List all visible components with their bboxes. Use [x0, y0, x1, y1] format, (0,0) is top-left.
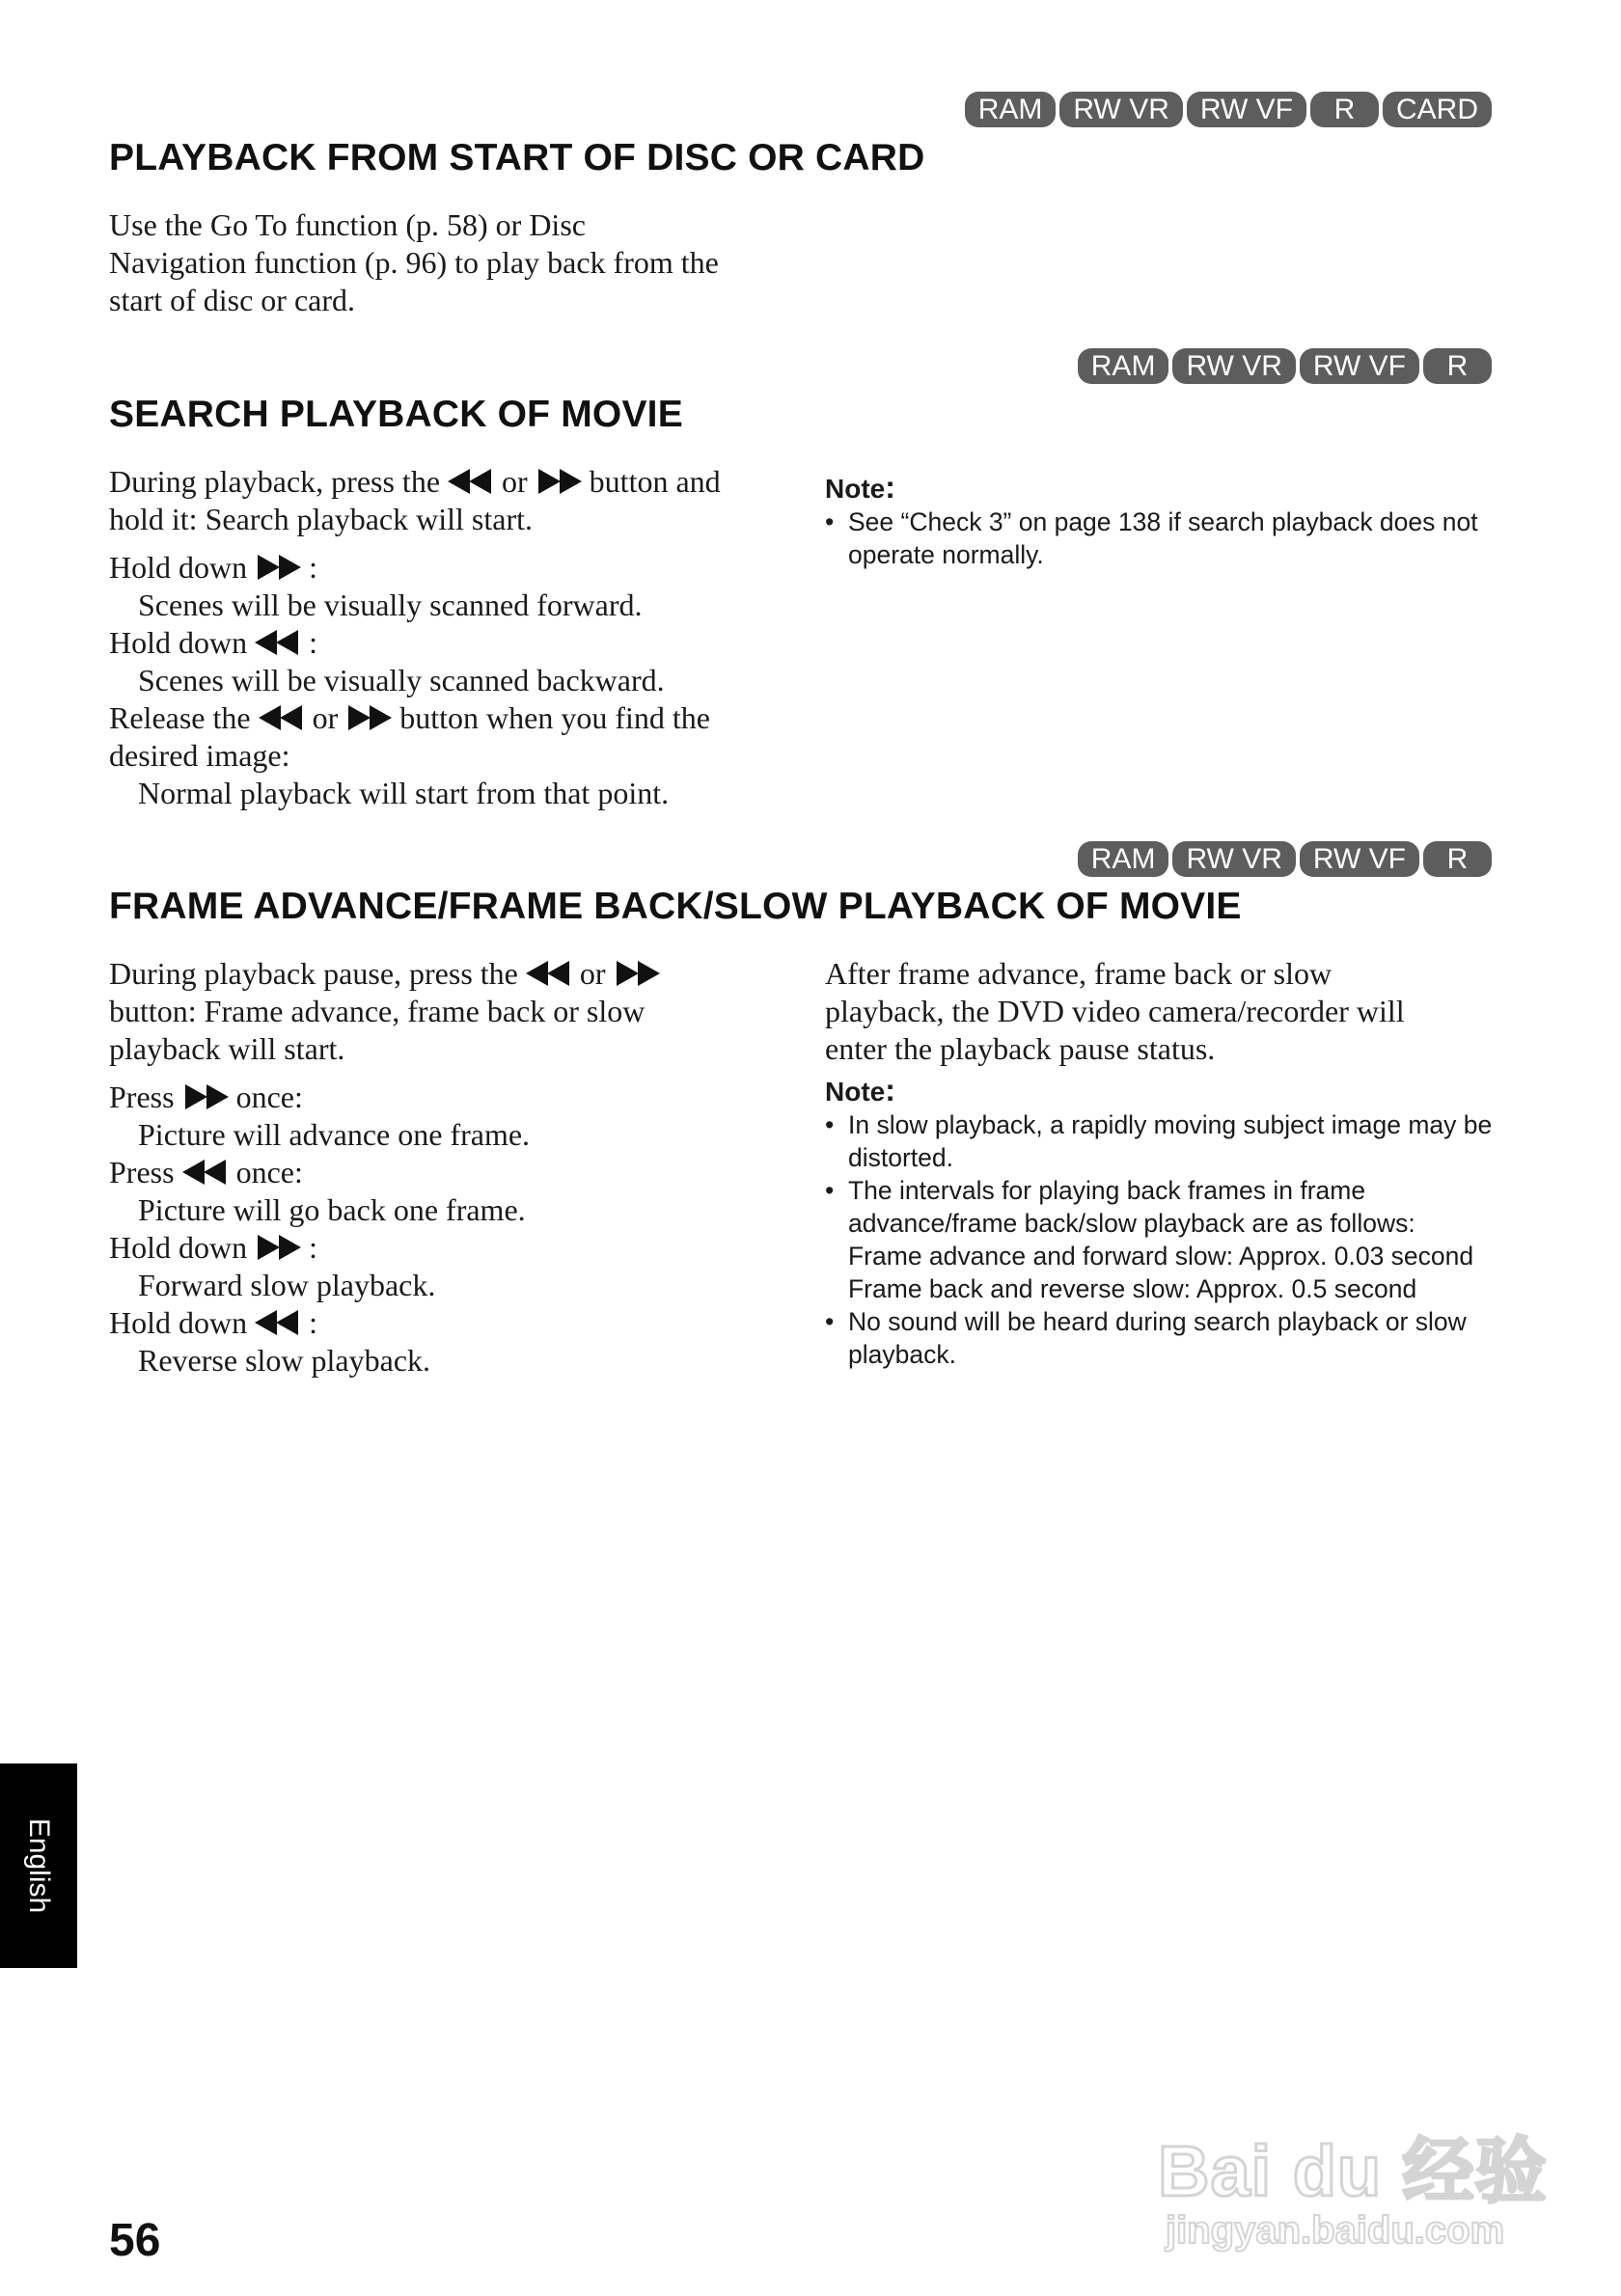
body-paragraph	[109, 955, 784, 1068]
badge-rw-vf: RW VF	[1300, 841, 1419, 877]
section-title: PLAYBACK FROM START OF DISC OR CARD	[109, 137, 925, 178]
text: Press	[109, 1080, 175, 1114]
body-line: Scenes will be visually scanned backward.	[138, 663, 665, 697]
text: playback will start.	[109, 1031, 345, 1066]
text: No sound will be heard during search playback or slow playback.	[848, 1307, 1467, 1369]
list-item: • In slow playback, a rapidly moving subject image may be distorted.	[825, 1110, 1493, 1172]
text: Hold down	[109, 1305, 248, 1340]
body-line: enter the playback pause status.	[825, 1031, 1216, 1066]
rewind-icon	[255, 1310, 301, 1335]
section-title: SEARCH PLAYBACK OF MOVIE	[109, 394, 683, 435]
hold-rew-line	[109, 624, 784, 662]
text: Hold down	[109, 550, 248, 585]
body-line: playback, the DVD video camera/recorder will	[825, 994, 1405, 1028]
text: or	[579, 956, 606, 991]
hold-ff-line	[109, 1229, 784, 1267]
body-line: Picture will go back one frame.	[138, 1192, 526, 1227]
language-tab	[0, 1763, 77, 1968]
badge-rw-vr: RW VR	[1172, 841, 1295, 877]
text: button: Frame advance, frame back or slow	[109, 994, 646, 1028]
list-item: • No sound will be heard during search playback or slow playback.	[825, 1307, 1467, 1369]
body-line: start of disc or card.	[109, 283, 356, 317]
media-badges	[965, 92, 1492, 127]
fast-forward-icon	[614, 961, 660, 986]
list-item: • See “Check 3” on page 138 if search playback does not operate normally.	[825, 507, 1478, 569]
body-line: Scenes will be visually scanned forward.	[138, 588, 643, 622]
section-title: FRAME ADVANCE/FRAME BACK/SLOW PLAYBACK OF MOVIE	[109, 886, 1242, 927]
text: Note	[825, 1077, 886, 1107]
body-line: Picture will advance one frame.	[138, 1117, 531, 1152]
media-badges	[1078, 348, 1492, 384]
badge-rw-vf: RW VF	[1187, 92, 1306, 127]
badge-ram: RAM	[1078, 348, 1169, 384]
hold-rew-line	[109, 1304, 784, 1342]
badge-ram: RAM	[965, 92, 1057, 127]
text: See “Check 3” on page 138 if search playback does not operate normally.	[848, 507, 1478, 569]
fast-forward-icon	[255, 1235, 301, 1260]
text: :	[885, 470, 895, 505]
release-line	[109, 699, 784, 775]
text: :	[309, 550, 317, 585]
text: :	[885, 1073, 895, 1107]
text: or	[312, 700, 339, 735]
text: In slow playback, a rapidly moving subject image may be distorted.	[848, 1110, 1493, 1172]
rewind-icon	[259, 705, 305, 730]
media-badges	[1078, 841, 1492, 877]
press-ff-line	[109, 1079, 784, 1116]
note-heading	[825, 471, 1500, 506]
badge-ram: RAM	[1078, 841, 1169, 877]
badge-rw-vr: RW VR	[1172, 348, 1295, 384]
rewind-icon	[448, 469, 494, 494]
press-rew-line	[109, 1154, 784, 1191]
text: once:	[235, 1155, 303, 1189]
note-list	[825, 506, 1500, 571]
text: Press	[109, 1155, 175, 1189]
body-paragraph	[109, 463, 784, 538]
text: During playback pause, press the	[109, 956, 518, 991]
hold-ff-line	[109, 549, 784, 587]
body-line: Reverse slow playback.	[138, 1343, 431, 1378]
fast-forward-icon	[255, 555, 301, 580]
watermark-url: jingyan.baidu.com	[1166, 2209, 1505, 2252]
text: Frame back and reverse slow: Approx. 0.5 second	[848, 1274, 1417, 1303]
badge-rw-vr: RW VR	[1059, 92, 1182, 127]
right-column	[825, 955, 1500, 1371]
rewind-icon	[526, 961, 572, 986]
language-tab-label: English	[23, 1818, 55, 1914]
page-number: 56	[109, 2215, 161, 2266]
text: Hold down	[109, 625, 248, 660]
watermark	[1158, 2074, 1563, 2267]
watermark-logo: Bai du 经验	[1158, 2131, 1548, 2211]
text: During playback, press the	[109, 464, 441, 499]
note-heading	[825, 1074, 1500, 1108]
badge-r: R	[1423, 841, 1492, 877]
body-line: Forward slow playback.	[138, 1268, 436, 1302]
text: Frame advance and forward slow: Approx. 0.03 second	[848, 1242, 1474, 1271]
badge-r: R	[1310, 92, 1379, 127]
text: once:	[235, 1080, 303, 1114]
note-list	[825, 1108, 1500, 1371]
rewind-icon	[182, 1160, 229, 1185]
text: :	[309, 625, 317, 660]
text: Note	[825, 474, 886, 504]
text: The intervals for playing back frames in frame advance/frame back/slow playback are as follows:	[848, 1176, 1415, 1238]
text: button when you find the	[399, 700, 710, 735]
text: Release the	[109, 700, 251, 735]
section-body	[109, 463, 784, 812]
fast-forward-icon	[345, 705, 392, 730]
text: :	[309, 1305, 317, 1340]
body-line: Normal playback will start from that point.	[138, 776, 670, 810]
list-item: • The intervals for playing back frames in frame advance/frame back/slow playback are as follows: Frame advance and forward slow: Approx. 0.03 second Frame back and reverse slow: Approx. 0.5 second	[825, 1176, 1474, 1303]
text: or	[502, 464, 528, 499]
body-line: Use the Go To function (p. 58) or Disc	[109, 207, 586, 242]
note-box	[825, 465, 1500, 571]
text: desired image:	[109, 738, 290, 773]
text: hold it: Search playback will start.	[109, 502, 533, 536]
text: :	[309, 1230, 317, 1265]
body-line: After frame advance, frame back or slow	[825, 956, 1333, 991]
badge-r: R	[1423, 348, 1492, 384]
body-line: Navigation function (p. 96) to play back from the	[109, 245, 719, 280]
text: button and	[589, 464, 721, 499]
fast-forward-icon	[182, 1084, 229, 1109]
badge-rw-vf: RW VF	[1300, 348, 1419, 384]
section-body	[109, 206, 784, 319]
rewind-icon	[255, 630, 301, 655]
badge-card: CARD	[1383, 92, 1492, 127]
section-body	[109, 955, 784, 1380]
fast-forward-icon	[536, 469, 582, 494]
text: Hold down	[109, 1230, 248, 1265]
